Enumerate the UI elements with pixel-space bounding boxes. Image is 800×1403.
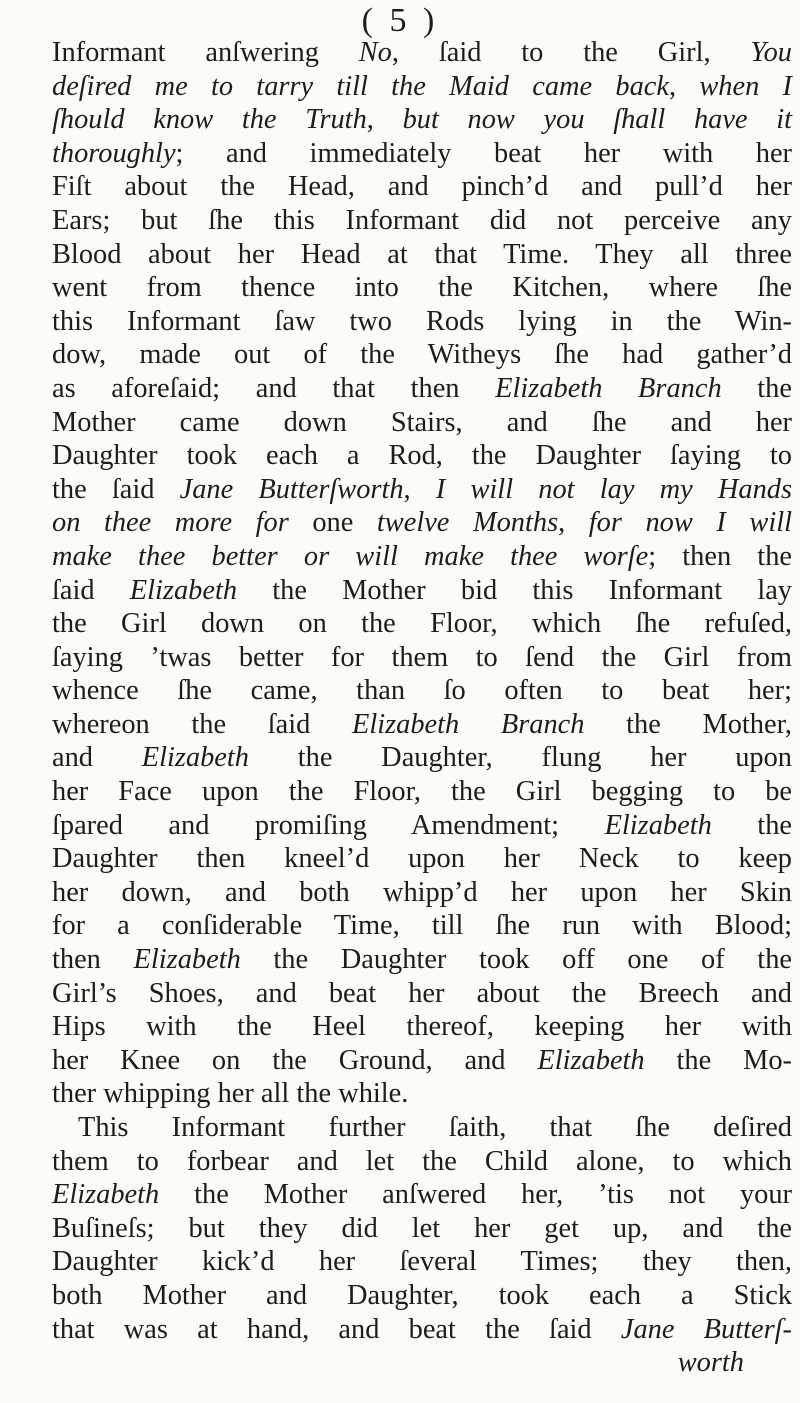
text-line bbox=[52, 372, 792, 406]
text-line bbox=[52, 70, 792, 104]
italic-text: but now you ſhall have it bbox=[402, 104, 792, 136]
italic-text: make thee better or will make thee worſe bbox=[52, 540, 649, 572]
text-span: the ſaid bbox=[52, 473, 180, 505]
text-line bbox=[52, 1178, 792, 1212]
text-span: then bbox=[52, 944, 134, 976]
text-line bbox=[52, 842, 792, 876]
italic-text: Elizabeth bbox=[537, 1044, 645, 1076]
text-span: for a conſiderable Time, till ſhe run with Blood; bbox=[52, 910, 792, 942]
text-line bbox=[52, 574, 792, 608]
text-span: this Informant ſaw two Rods lying in the Win- bbox=[52, 305, 792, 337]
italic-text: ſhould know the Truth bbox=[52, 104, 367, 136]
italic-text: You bbox=[750, 37, 792, 68]
text-span: her Knee on the Ground, and bbox=[52, 1044, 538, 1076]
text-line bbox=[52, 137, 792, 171]
text-line bbox=[52, 775, 792, 809]
text-span: dow, made out of the Witheys ſhe had gather’d bbox=[52, 339, 792, 371]
text-span: Girl’s Shoes, and beat her about the Breech and bbox=[52, 977, 792, 1009]
italic-text: twelve Months bbox=[376, 507, 559, 539]
text-span: ſaid bbox=[52, 574, 130, 606]
text-line bbox=[52, 1010, 792, 1044]
text-line bbox=[52, 1077, 792, 1111]
text-span: , bbox=[403, 473, 436, 505]
text-span: whence ſhe came, than ſo often to beat her; bbox=[52, 675, 792, 707]
italic-text: deſired me to tarry till the Maid came back bbox=[52, 70, 669, 102]
text-line bbox=[52, 674, 792, 708]
text-span: Daughter took each a Rod, the Daughter ſaying to bbox=[52, 440, 792, 472]
text-span: Fiſt about the Head, and pinch’d and pull’d her bbox=[52, 171, 792, 203]
text-span: whereon the ſaid bbox=[52, 708, 352, 740]
text-span: the Girl down on the Floor, which ſhe refuſed, bbox=[52, 608, 792, 640]
text-span: the bbox=[711, 809, 792, 841]
italic-text: Elizabeth Branch bbox=[351, 708, 585, 740]
text-span: both Mother and Daughter, took each a Stick bbox=[52, 1279, 792, 1311]
text-span: her Face upon the Floor, the Girl begging to be bbox=[52, 776, 792, 808]
italic-text: when I bbox=[699, 70, 792, 102]
text-span: Informant anſwering bbox=[52, 37, 359, 68]
italic-text: Elizabeth bbox=[604, 809, 712, 841]
text-span: went from thence into the Kitchen, where ſhe bbox=[52, 272, 792, 304]
text-span: ; then the bbox=[648, 540, 792, 572]
text-span: one bbox=[288, 507, 377, 539]
italic-text: No bbox=[358, 37, 392, 68]
text-span: and bbox=[52, 742, 142, 774]
italic-text: Jane Butterſworth bbox=[179, 473, 404, 505]
text-line bbox=[52, 506, 792, 540]
text-span: ther whipping her all the while. bbox=[52, 1078, 409, 1110]
text-span: , bbox=[366, 104, 403, 136]
italic-text: thoroughly bbox=[52, 137, 176, 169]
text-span: ſaying ’twas better for them to ſend the Girl from bbox=[52, 641, 792, 673]
italic-text: Jane Butterſ- bbox=[620, 1313, 792, 1345]
text-line bbox=[52, 809, 792, 843]
text-line bbox=[52, 439, 792, 473]
italic-text: Elizabeth bbox=[129, 574, 238, 606]
text-span: Daughter then kneel’d upon her Neck to keep bbox=[52, 843, 792, 875]
text-span: the Mother, bbox=[584, 708, 793, 740]
text-span: the Daughter took off one of the bbox=[240, 944, 792, 976]
body-text bbox=[52, 36, 792, 1380]
text-span: ſpared and promiſing Amendment; bbox=[52, 809, 605, 841]
italic-text: on thee more for bbox=[52, 507, 289, 539]
text-span: Blood about her Head at that Time. They all three bbox=[52, 238, 792, 270]
text-span: the Mother bid this Informant lay bbox=[237, 574, 792, 606]
italic-text: Elizabeth bbox=[133, 944, 241, 976]
text-line bbox=[52, 977, 792, 1011]
text-line bbox=[52, 103, 792, 137]
italic-text: for now I will bbox=[588, 507, 792, 539]
text-line bbox=[52, 1044, 792, 1078]
text-line bbox=[52, 1212, 792, 1246]
italic-text: Elizabeth bbox=[141, 742, 249, 774]
text-span: , bbox=[558, 507, 589, 539]
text-line bbox=[52, 741, 792, 775]
text-span: , bbox=[669, 70, 700, 102]
text-span: that was at hand, and beat the ſaid bbox=[52, 1313, 621, 1345]
text-line bbox=[52, 1346, 792, 1380]
text-span: ; and immediately beat her with her bbox=[175, 137, 792, 169]
text-line bbox=[52, 170, 792, 204]
text-span: This Informant further ſaith, that ſhe deſired bbox=[78, 1112, 792, 1143]
text-span: her down, and both whipp’d her upon her Skin bbox=[52, 876, 792, 908]
text-line bbox=[52, 1279, 792, 1313]
text-line bbox=[52, 406, 792, 440]
text-span: the Daughter, flung her upon bbox=[249, 742, 792, 774]
text-line bbox=[52, 540, 792, 574]
text-span: Buſineſs; but they did let her get up, and the bbox=[52, 1212, 792, 1244]
text-line bbox=[52, 36, 792, 70]
text-line bbox=[52, 271, 792, 305]
italic-text: worth bbox=[677, 1347, 744, 1379]
text-line bbox=[52, 204, 792, 238]
text-span: , ſaid to the Girl, bbox=[391, 37, 751, 68]
text-line bbox=[52, 708, 792, 742]
text-line bbox=[52, 1245, 792, 1279]
text-span: the bbox=[721, 372, 792, 404]
text-span: Hips with the Heel thereof, keeping her with bbox=[52, 1011, 792, 1043]
text-line bbox=[52, 473, 792, 507]
text-span: Mother came down Stairs, and ſhe and her bbox=[52, 406, 792, 438]
text-line bbox=[52, 1313, 792, 1347]
text-line bbox=[52, 641, 792, 675]
text-span: as aforeſaid; and that then bbox=[52, 372, 496, 404]
italic-text: Elizabeth Branch bbox=[495, 372, 722, 404]
text-span: the Mother anſwered her, ’tis not your bbox=[159, 1179, 792, 1211]
text-span: them to forbear and let the Child alone, to which bbox=[52, 1145, 792, 1177]
text-span: the Mo- bbox=[644, 1044, 792, 1076]
italic-text: I will not lay my Hands bbox=[435, 473, 793, 505]
text-line bbox=[52, 909, 792, 943]
text-line bbox=[52, 1111, 792, 1145]
text-line bbox=[52, 1145, 792, 1179]
italic-text: Elizabeth bbox=[52, 1179, 160, 1211]
text-line bbox=[52, 943, 792, 977]
page-number: ( 5 ) bbox=[361, 2, 439, 39]
text-line bbox=[52, 338, 792, 372]
text-line bbox=[52, 305, 792, 339]
text-line bbox=[52, 238, 792, 272]
text-span: Daughter kick’d her ſeveral Times; they then, bbox=[52, 1246, 792, 1278]
text-line bbox=[52, 876, 792, 910]
text-span: Ears; but ſhe this Informant did not perceive any bbox=[52, 204, 792, 236]
text-line bbox=[52, 607, 792, 641]
